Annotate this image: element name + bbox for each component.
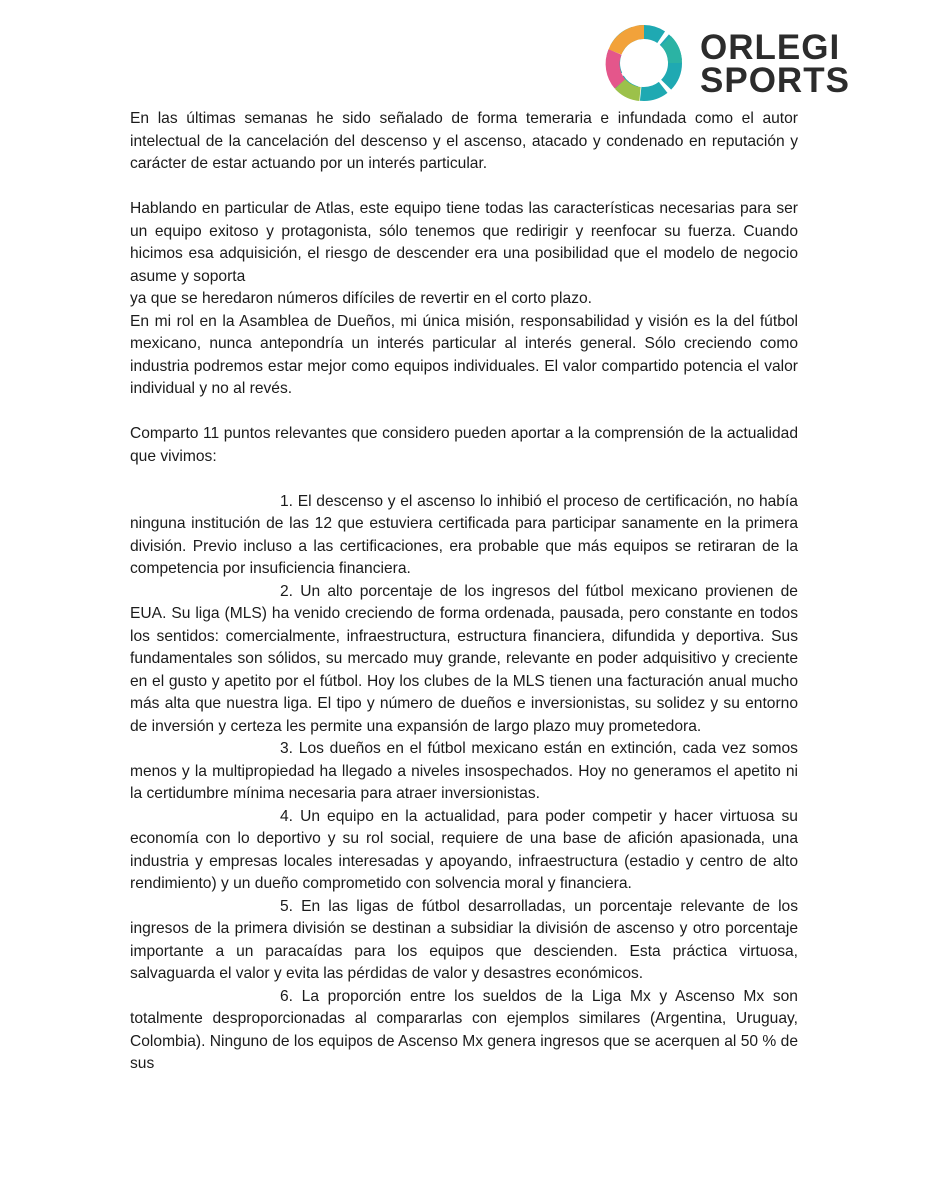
point-number: 3. <box>280 740 294 757</box>
point-text: Un equipo en la actualidad, para poder competir y hacer virtuosa su economía con lo deportivo y su rol social, requiere de una base de afición apasionada, una industria y empresas locales interesadas y apoyando, infraestructura (estadio y centro de alto rendimiento) y un dueño comprometido con solvencia moral y financiera. <box>130 807 798 892</box>
point-text: La proporción entre los sueldos de la Liga Mx y Ascenso Mx son totalmente desproporcionadas al compararlas con ejemplos similares (Argentina, Uruguay, Colombia). Ninguno de los equipos de Ascenso Mx genera ingresos que se acerquen al 50 % de sus <box>130 987 798 1072</box>
point-number: 6. <box>280 987 294 1005</box>
paragraph: Comparto 11 puntos relevantes que considero pueden aportar a la comprensión de la actualidad que vivimos: <box>130 425 798 465</box>
paragraph: ya que se heredaron números difíciles de revertir en el corto plazo. <box>130 290 592 307</box>
numbered-point <box>130 896 798 986</box>
point-number: 2. <box>280 582 294 600</box>
paragraph: En las últimas semanas he sido señalado de forma temeraria e infundada como el autor intelectual de la cancelación del descenso y el ascenso, atacado y condenado en reputación y carácter de estar actuando por un interés particular. <box>130 110 798 172</box>
paragraph: Hablando en particular de Atlas, este equipo tiene todas las características necesarias para ser un equipo exitoso y protagonista, sólo tenemos que redirigir y reenfocar su fuerza. Cuando hicimos esa adquisición, el riesgo de descender era una posibilidad que el modelo de negocio asume y soporta <box>130 200 798 285</box>
point-number: 4. <box>280 807 294 825</box>
point-text: En las ligas de fútbol desarrolladas, un porcentaje relevante de los ingresos de la primera división se destinan a subsidiar la división de ascenso y otro porcentaje importante a un paracaídas para los equipos que descienden. Esta práctica virtuosa, salvaguarda el valor y evita las pérdidas de valor y desastres económicos. <box>130 897 799 982</box>
point-text: El descenso y el ascenso lo inhibió el proceso de certificación, no había ninguna institución de las 12 que estuviera certificada para participar sanamente en la primera división. Previo incluso a las certificaciones, era probable que más equipos se retiraran de la competencia por insuficiencia financiera. <box>130 492 798 577</box>
paragraph: En mi rol en la Asamblea de Dueños, mi única misión, responsabilidad y visión es la del fútbol mexicano, nunca antepondría un interés particular al interés general. Sólo creciendo como industria podremos estar mejor como equipos individuales. El valor compartido potencia el valor individual y no al revés. <box>130 312 798 397</box>
numbered-point <box>130 491 798 581</box>
orlegi-ring-icon <box>600 22 690 104</box>
numbered-point <box>130 986 798 1076</box>
logo-line-2: SPORTS <box>700 61 850 100</box>
point-text: Los dueños en el fútbol mexicano están en extinción, cada vez somos menos y la multipropiedad ha llegado a niveles insospechados. Hoy no generamos el apetito ni la certidumbre mínima necesaria para atraer inversionistas. <box>130 740 798 802</box>
numbered-point <box>130 581 798 739</box>
numbered-point <box>130 738 798 806</box>
orlegi-sports-logo <box>600 22 850 104</box>
letter-body <box>130 108 798 1076</box>
point-number: 1. <box>280 492 294 510</box>
logo-line-1: ORLEGI <box>700 28 841 67</box>
numbered-point <box>130 806 798 896</box>
point-number: 5. <box>280 897 294 915</box>
point-text: Un alto porcentaje de los ingresos del fútbol mexicano provienen de EUA. Su liga (MLS) ha venido creciendo de forma ordenada, pausada, pero constante en todos los sentidos: comercialmente, infraestructura, estructura financiera, difundida y deportiva. Sus fundamentales son sólidos, su mercado muy grande, relevante en poder adquisitivo y creciente en el gusto y apetito por el fútbol. Hoy los clubes de la MLS tienen una facturación anual mucho más alta que nuestra liga. El tipo y número de dueños e inversionistas, su solidez y su entorno de inversión y certeza les permite una expansión de largo plazo muy prometedora. <box>130 582 798 735</box>
